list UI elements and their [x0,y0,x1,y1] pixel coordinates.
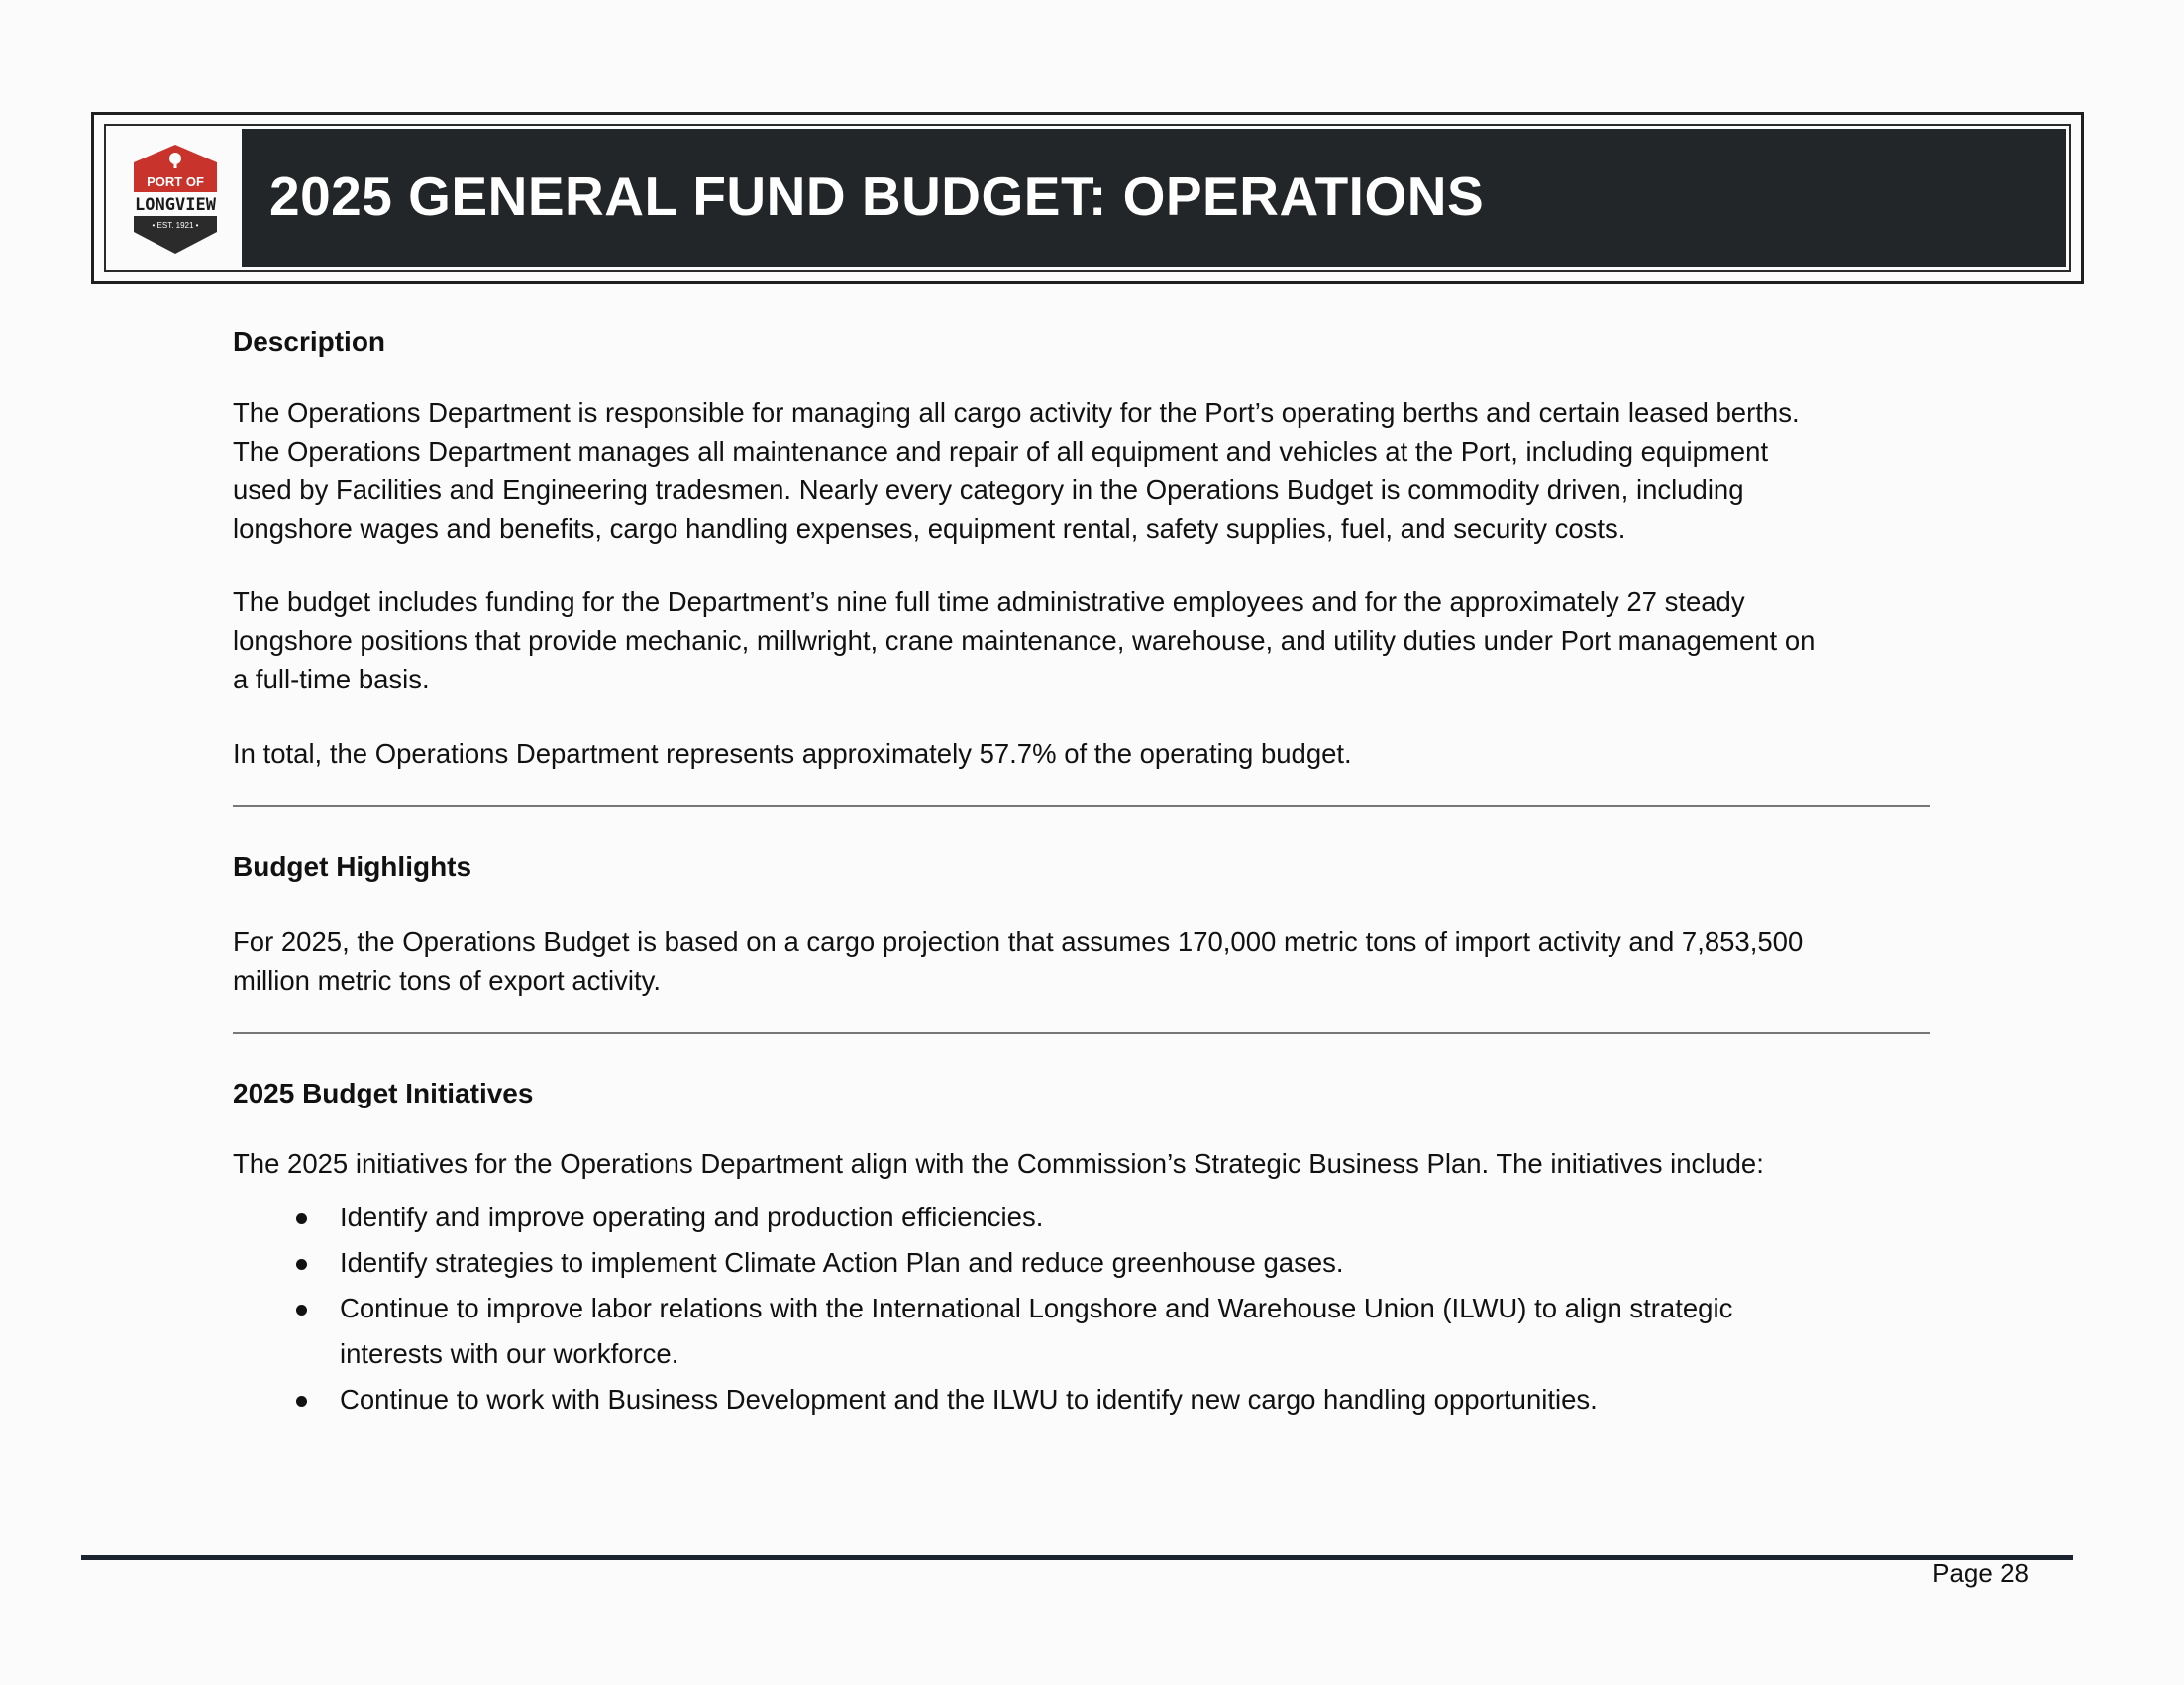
logo-est-text: • EST. 1921 • [152,221,199,230]
section-divider [233,805,1930,807]
text-line: longshore wages and benefits, cargo handling expenses, equipment rental, safety supplies, fuel, and security costs. [233,513,1626,544]
initiatives-intro: The 2025 initiatives for the Operations Department align with the Commission’s Strategic Business Plan. The initiatives include: [233,1148,1764,1179]
page-number: Page 28 [1932,1558,2028,1588]
text-line: The Operations Department manages all maintenance and repair of all equipment and vehicles at the Port, including equipment [233,436,1769,467]
bullet-icon [296,1305,307,1316]
description-paragraph-2 [233,582,1936,698]
list-item: Continue to work with Business Development and the ILWU to identify new cargo handling opportunities. [233,1377,1936,1422]
description-paragraph-1 [233,393,1936,548]
page-title: 2025 GENERAL FUND BUDGET: OPERATIONS [269,165,1485,227]
main-content [233,322,1936,1422]
page-header-inner [104,124,2071,272]
text-line: In total, the Operations Department represents approximately 57.7% of the operating budget. [233,738,1352,769]
text-line: The Operations Department is responsible for managing all cargo activity for the Port’s operating berths and certain leased berths. [233,397,1800,428]
description-heading: Description [233,326,386,357]
list-item: Identify and improve operating and production efficiencies. [233,1195,1936,1240]
footer-divider [81,1555,2073,1560]
port-logo [109,129,242,267]
text-line: The budget includes funding for the Department’s nine full time administrative employees and for the approximately 27 steady [233,586,1745,617]
logo-top-text: PORT OF [147,174,204,189]
text-line: a full-time basis. [233,664,430,694]
highlights-heading: Budget Highlights [233,851,472,882]
port-of-longview-logo-icon [114,137,237,260]
bullet-icon [296,1213,307,1224]
list-item: Identify strategies to implement Climate Action Plan and reduce greenhouse gases. [233,1240,1936,1286]
initiatives-heading: 2025 Budget Initiatives [233,1078,534,1108]
bullet-icon [296,1396,307,1407]
section-divider [233,1032,1930,1034]
text-line: used by Facilities and Engineering tradesmen. Nearly every category in the Operations Budget is commodity driven, including [233,474,1744,505]
text-line: For 2025, the Operations Budget is based on a cargo projection that assumes 170,000 metric tons of import activity and 7,853,500 [233,926,1804,957]
initiatives-list [233,1195,1936,1422]
list-item: Continue to improve labor relations with the International Longshore and Warehouse Union (ILWU) to align strategic interests with our workforce. [233,1286,1936,1377]
logo-main-text: LONGVIEW [135,195,216,215]
page-header-banner [91,112,2084,284]
bullet-icon [296,1259,307,1270]
highlights-paragraph [233,922,1936,1000]
text-line: longshore positions that provide mechanic, millwright, crane maintenance, warehouse, and utility duties under Port management on [233,625,1816,656]
title-bar [242,129,2066,267]
description-paragraph-3 [233,734,1936,773]
text-line: million metric tons of export activity. [233,965,661,996]
